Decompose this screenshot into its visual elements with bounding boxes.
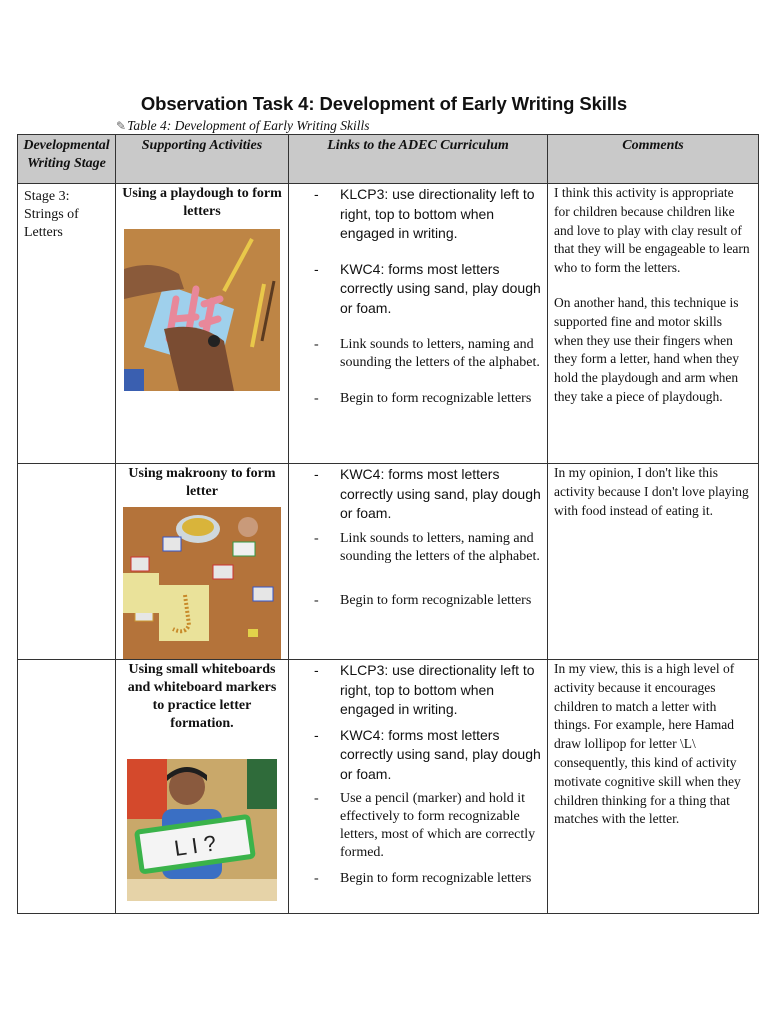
comment-paragraph: On another hand, this technique is supported fine and motor skills when they use their fingers when they form a letter, hand when they hold the playdough and arm when they take a piece of playdough. <box>554 294 740 404</box>
list-item: - KLCP3: use directionality left to right, top to bottom when engaged in writing. <box>289 661 547 720</box>
table-caption <box>116 118 370 134</box>
list-item: - Begin to form recognizable letters <box>289 592 547 610</box>
list-item: - Link sounds to letters, naming and sounding the letters of the alphabet. <box>289 336 547 372</box>
table-row <box>18 660 759 914</box>
caption-text: Table 4: Development of Early Writing Skills <box>127 118 370 133</box>
comment-cell <box>548 184 759 464</box>
list-item: - Begin to form recognizable letters <box>289 390 547 408</box>
pencil-icon: ✎ <box>116 119 127 133</box>
list-item: - KWC4: forms most letters correctly using sand, play dough or foam. <box>289 260 547 319</box>
links-list <box>289 185 547 408</box>
stage-text: Stage 3: Strings of Letters <box>24 189 79 240</box>
whiteboard-text: L I ? <box>172 830 218 861</box>
writing-skills-table <box>17 134 759 914</box>
stage-cell <box>18 464 116 660</box>
comment-cell <box>548 464 759 660</box>
links-cell <box>289 464 548 660</box>
table-row <box>18 184 759 464</box>
comment-text <box>548 464 758 520</box>
activity-cell <box>116 184 289 464</box>
playdough-photo <box>124 229 280 391</box>
page-title: Observation Task 4: Development of Early Writing Skills <box>140 93 628 114</box>
comment-text <box>548 184 758 407</box>
stage-cell <box>18 660 116 914</box>
activity-title: Using makroony to form letter <box>128 466 276 499</box>
comment-cell <box>548 660 759 914</box>
header-comments: Comments <box>548 135 759 184</box>
comment-text <box>548 660 758 829</box>
activity-title: Using small whiteboards and whiteboard markers to practice letter formation. <box>127 662 277 731</box>
table-row <box>18 464 759 660</box>
comment-paragraph: I think this activity is appropriate for children because children like and love to play with clay result of that they will be engageable to learn who to form the letters. <box>554 185 750 276</box>
stage-cell <box>18 184 116 464</box>
makroony-photo <box>123 507 281 659</box>
list-item: - KLCP3: use directionality left to right, top to bottom when engaged in writing. <box>289 185 547 244</box>
list-item: - Link sounds to letters, naming and sounding the letters of the alphabet. <box>289 530 547 566</box>
links-list <box>289 661 547 888</box>
activity-cell <box>116 464 289 660</box>
links-cell <box>289 184 548 464</box>
list-item: - Begin to form recognizable letters <box>289 870 547 888</box>
comment-paragraph: In my view, this is a high level of activity because it encourages children to match a letter with things. For example, here Hamad draw lollipop for letter \L\ consequently, this kind of activity motivate cognitive skill when they children thinking for a thing that matches with the letter. <box>554 661 741 827</box>
whiteboard-photo <box>127 759 277 901</box>
header-links: Links to the ADEC Curriculum <box>289 135 548 184</box>
links-cell <box>289 660 548 914</box>
list-item: - KWC4: forms most letters correctly using sand, play dough or foam. <box>289 726 547 785</box>
header-stage: Developmental Writing Stage <box>18 135 116 184</box>
table-header-row <box>18 135 759 184</box>
comment-paragraph: In my opinion, I don't like this activity because I don't love playing with food instead of eating it. <box>554 465 749 518</box>
header-activities: Supporting Activities <box>116 135 289 184</box>
activity-title: Using a playdough to form letters <box>122 186 282 219</box>
links-list <box>289 465 547 610</box>
list-item: - Use a pencil (marker) and hold it effectively to form recognizable letters, most of which are correctly formed. <box>289 790 547 862</box>
list-item: - KWC4: forms most letters correctly using sand, play dough or foam. <box>289 465 547 524</box>
activity-cell <box>116 660 289 914</box>
